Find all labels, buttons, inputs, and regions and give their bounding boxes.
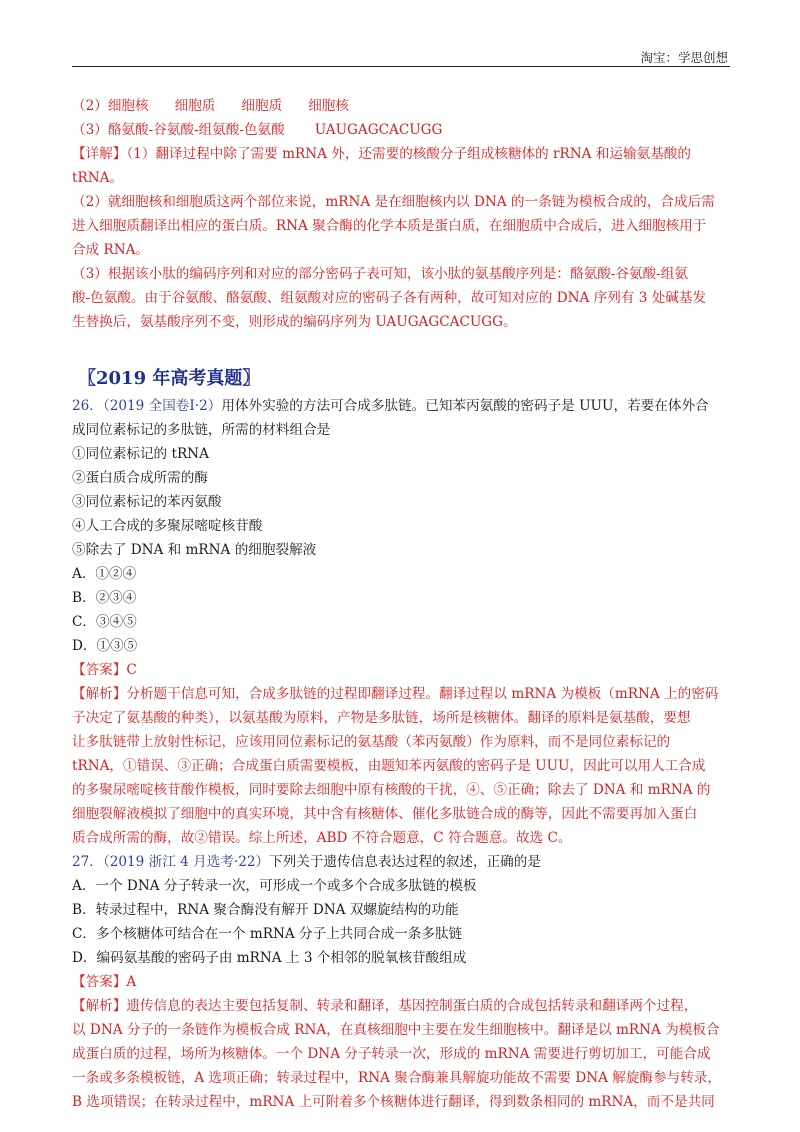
q26-analysis-line-1 <box>72 682 732 706</box>
detail-line-8: 生替换后，氨基酸序列不变，则形成的编码序列为 UAUGAGCACUGG。 <box>72 314 517 330</box>
detail-text: （1）翻译过程中除了需要 mRNA 外，还需要的核酸分子组成核糖体的 rRNA 和运输氨基酸的 <box>126 146 691 162</box>
detail-tag: 【详解】 <box>72 146 127 162</box>
q27-analysis-tag: 【解析】 <box>72 998 127 1014</box>
page-header <box>72 44 730 67</box>
q27-option-d: D．编码氨基酸的密码子由 mRNA 上 3 个相邻的脱氧核苷酸组成 <box>72 950 467 966</box>
q27-option-c: C．多个核糖体可结合在一个 mRNA 分子上共同合成一条多肽链 <box>72 926 463 942</box>
document-body <box>72 94 732 1114</box>
answer-3-code: UAUGAGCACUGG <box>314 122 443 138</box>
q26-analysis-line-3: 让多肽链带上放射性标记，应该用同位素标记的氨基酸（苯丙氨酸）作为原料，而不是同位素标记的 <box>72 734 671 750</box>
answer-part-2 <box>72 94 732 118</box>
q27-stem-text: 下列关于遗传信息表达过程的叙述，正确的是 <box>269 854 541 870</box>
q26-stem-line-1 <box>72 394 732 418</box>
q27-number: 27． <box>72 854 103 870</box>
q26-analysis-line-2: 子决定了氨基酸的种类），以氨基酸为原料，产物是多肽链，场所是核糖体。翻译的原料是氨基酸，要想 <box>72 710 691 726</box>
q27-option-b: B．转录过程中，RNA 聚合酶没有解开 DNA 双螺旋结构的功能 <box>72 902 459 918</box>
q26-option-c: C．③④⑤ <box>72 614 137 630</box>
q26-option-d: D．①③⑤ <box>72 638 138 654</box>
q27-analysis-line-1 <box>72 994 732 1018</box>
q27-analysis-text: 遗传信息的表达主要包括复制、转录和翻译，基因控制蛋白质的合成包括转录和翻译两个过程， <box>126 998 698 1014</box>
q26-number: 26． <box>72 398 103 414</box>
detail-line-2: tRNA。 <box>72 170 124 186</box>
q26-answer-value: C <box>126 662 137 678</box>
q27-answer <box>72 970 732 994</box>
detail-line-4: 进入细胞质翻译出相应的蛋白质。RNA 聚合酶的化学本质是蛋白质，在细胞质中合成后，进入细胞核用于 <box>72 218 707 234</box>
q27-option-a: A．一个 DNA 分子转录一次，可形成一个或多个合成多肽链的模板 <box>72 878 477 894</box>
q27-analysis-line-4: 一条或多条模板链，A 选项正确；转录过程中，RNA 聚合酶兼具解旋功能故不需要 DNA 解旋酶参与转录， <box>72 1070 721 1086</box>
q26-answer-tag: 【答案】 <box>72 662 127 678</box>
q27-analysis-line-3: 成蛋白质的过程，场所为核糖体。一个 DNA 分子转录一次，形成的 mRNA 需要进行剪切加工，可能合成 <box>72 1046 711 1062</box>
answer-2-cell-1: （2）细胞核 <box>72 98 149 114</box>
q26-analysis-line-5: 的多聚尿嘧啶核苷酸作模板，同时要除去细胞中原有核酸的干扰，④、⑤正确；除去了 DNA 和 mRNA 的 <box>72 782 711 798</box>
q26-source: （2019 全国卷Ⅰ·2） <box>102 398 222 414</box>
answer-2-cell-4: 细胞核 <box>308 98 349 114</box>
q26-analysis-line-4: tRNA，①错误、③正确；合成蛋白质需要模板，由题知苯丙氨酸的密码子是 UUU，因此可以用人工合成 <box>72 758 706 774</box>
section-title: 〖2019 年高考真题〗 <box>78 368 261 389</box>
q26-item-5: ⑤除去了 DNA 和 mRNA 的细胞裂解液 <box>72 542 317 558</box>
q26-stem-text: 用体外实验的方法可合成多肽链。已知苯丙氨酸的密码子是 UUU，若要在体外合 <box>221 398 709 414</box>
detail-line-1 <box>72 142 732 166</box>
q26-analysis-line-6: 细胞裂解液模拟了细胞中的真实环境，其中含有核糖体、催化多肽链合成的酶等，因此不需要再加入蛋白 <box>72 806 698 822</box>
q26-analysis-tag: 【解析】 <box>72 686 127 702</box>
detail-line-7: 酸-色氨酸。由于谷氨酸、酪氨酸、组氨酸对应的密码子各有两种，故可知对应的 DNA 序列有 3 处碱基发 <box>72 290 707 306</box>
q27-source: （2019 浙江 4 月选考·22） <box>102 854 270 870</box>
detail-line-5: 合成 RNA。 <box>72 242 150 258</box>
q26-analysis-line-7: 质合成所需的酶，故②错误。综上所述，ABD 不符合题意，C 符合题意。故选 C。 <box>72 830 572 846</box>
q26-item-3: ③同位素标记的苯丙氨酸 <box>72 494 222 510</box>
q27-answer-tag: 【答案】 <box>72 974 127 990</box>
q26-item-2: ②蛋白质合成所需的酶 <box>72 470 208 486</box>
q26-item-4: ④人工合成的多聚尿嘧啶核苷酸 <box>72 518 263 534</box>
detail-line-6: （3）根据该小肽的编码序列和对应的部分密码子表可知，该小肽的氨基酸序列是：酪氨酸-谷氨酸-组氨 <box>72 266 688 282</box>
answer-2-cell-3: 细胞质 <box>241 98 283 114</box>
header-text: 淘宝：学思创想 <box>640 50 728 65</box>
q27-analysis-line-5: B 选项错误；在转录过程中，mRNA 上可附着多个核糖体进行翻译，得到数条相同的 mRNA，而不是共同 <box>72 1094 715 1110</box>
q26-answer <box>72 658 732 682</box>
answer-3-sequence: （3）酪氨酸-谷氨酸-组氨酸-色氨酸 <box>72 122 285 138</box>
detail-line-3: （2）就细胞核和细胞质这两个部位来说，mRNA 是在细胞核内以 DNA 的一条链为模板合成的，合成后需 <box>72 194 715 210</box>
q27-analysis-line-2: 以 DNA 分子的一条链作为模板合成 RNA，在真核细胞中主要在发生细胞核中。翻译是以 mRNA 为模板合 <box>72 1022 720 1038</box>
q26-stem-line-2: 成同位素标记的多肽链，所需的材料组合是 <box>72 422 331 438</box>
q26-item-1: ①同位素标记的 tRNA <box>72 446 209 462</box>
q26-option-a: A．①②④ <box>72 566 137 582</box>
q26-analysis-text: 分析题干信息可知，合成多肽链的过程即翻译过程。翻译过程以 mRNA 为模板（mRNA 上的密码 <box>126 686 719 702</box>
q27-stem <box>72 850 732 874</box>
q26-option-b: B．②③④ <box>72 590 137 606</box>
answer-2-cell-2: 细胞质 <box>174 98 216 114</box>
q27-answer-value: A <box>126 974 137 990</box>
answer-part-3 <box>72 118 732 142</box>
